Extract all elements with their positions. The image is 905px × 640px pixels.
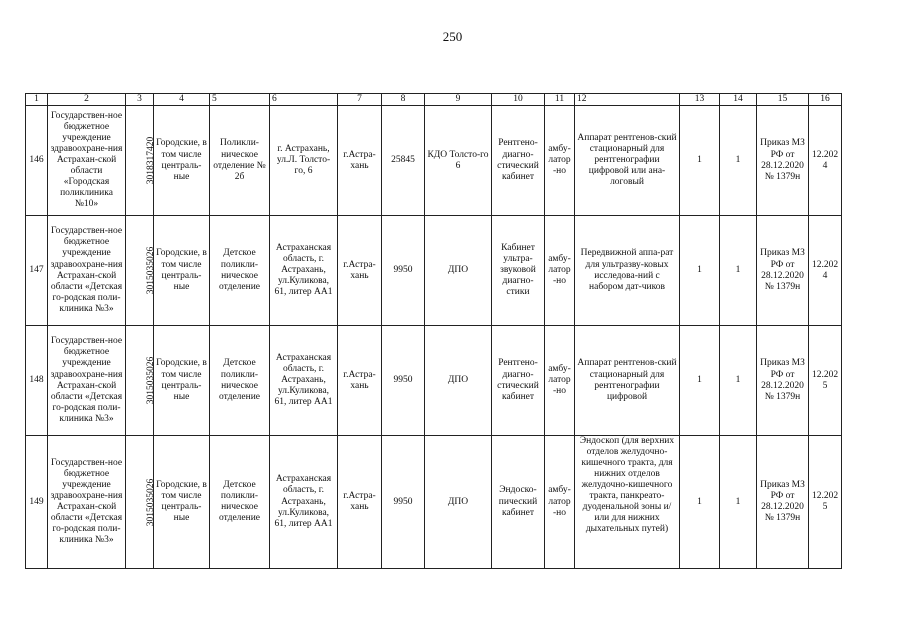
quantity-cell: 1: [720, 326, 757, 436]
care-type-cell: амбу-латор-но: [545, 436, 575, 569]
address-cell: Астраханская область, г. Астрахань, ул.Куликова, 61, литер АА1: [270, 326, 338, 436]
cabinet-cell: Эндоско-пический кабинет: [492, 436, 545, 569]
page-number: 250: [442, 29, 463, 44]
unit-cell: Поликли-ническое отделение № 2б: [210, 106, 270, 216]
code-cell: 25845: [382, 106, 425, 216]
inn-cell: [126, 436, 157, 569]
column-number: 16: [809, 94, 842, 106]
equipment-cell: Передвижной аппа-рат для ультразву-ковых исследова-ний с набором дат-чиков: [575, 216, 680, 326]
area-cell: Городские, в том числе централь-ные: [154, 216, 210, 326]
order-cell: Приказ МЗ РФ от 28.12.2020 № 1379н: [757, 326, 809, 436]
inn-cell: [126, 326, 157, 436]
inn-cell: [126, 106, 157, 216]
organization-cell: Государствен-ное бюджетное учреждение здравоохране-ния Астрахан-ской области «Городская поликлиника №10»: [48, 106, 126, 216]
column-number: 7: [338, 94, 382, 106]
address-cell: г. Астрахань, ул.Л. Толсто-го, 6: [270, 106, 338, 216]
column-number: 8: [382, 94, 425, 106]
inn-cell: [126, 216, 157, 326]
organization-cell: Государствен-ное бюджетное учреждение здравоохране-ния Астрахан-ской области «Детская го-родская поли-клиника №3»: [48, 216, 126, 326]
code-cell: 9950: [382, 216, 425, 326]
column-number: 10: [492, 94, 545, 106]
city-cell: г.Астра-хань: [338, 106, 382, 216]
care-type-cell: амбу-латор-но: [545, 106, 575, 216]
column-number: 11: [545, 94, 575, 106]
column-number: 5: [210, 94, 270, 106]
care-type-cell: амбу-латор-но: [545, 326, 575, 436]
equipment-registry-table: [25, 93, 842, 569]
subdivision-cell: ДПО: [425, 436, 492, 569]
subdivision-cell: ДПО: [425, 216, 492, 326]
address-cell: Астраханская область, г. Астрахань, ул.Куликова, 61, литер АА1: [270, 216, 338, 326]
order-cell: Приказ МЗ РФ от 28.12.2020 № 1379н: [757, 106, 809, 216]
column-number: 12: [575, 94, 680, 106]
date-cell: 12.2025: [809, 436, 842, 569]
quantity-cell: 1: [720, 436, 757, 569]
column-number: 9: [425, 94, 492, 106]
column-number: 3: [126, 94, 154, 106]
quantity-cell: 1: [720, 106, 757, 216]
row-number: 146: [26, 106, 48, 216]
city-cell: г.Астра-хань: [338, 436, 382, 569]
area-cell: Городские, в том числе централь-ные: [154, 326, 210, 436]
cabinet-cell: Рентгено-диагно-стический кабинет: [492, 106, 545, 216]
cabinet-cell: Кабинет ультра-звуковой диагно-стики: [492, 216, 545, 326]
organization-cell: Государствен-ное бюджетное учреждение здравоохране-ния Астрахан-ской области «Детская го-родская поли-клиника №3»: [48, 436, 126, 569]
subdivision-cell: КДО Толсто-го 6: [425, 106, 492, 216]
table-row: [26, 326, 842, 436]
row-number: 148: [26, 326, 48, 436]
city-cell: г.Астра-хань: [338, 216, 382, 326]
equipment-cell: Аппарат рентгенов-ский стационарный для рентгенографии цифровой или ана-логовый: [575, 106, 680, 216]
date-cell: 12.2024: [809, 106, 842, 216]
address-cell: Астраханская область, г. Астрахань, ул.Куликова, 61, литер АА1: [270, 436, 338, 569]
date-cell: 12.2024: [809, 216, 842, 326]
inn-text: 3015035026: [146, 356, 157, 405]
column-number-row: [26, 94, 842, 106]
table-row: [26, 436, 842, 569]
column-number: 2: [48, 94, 126, 106]
column-number: 14: [720, 94, 757, 106]
equipment-cell: Эндоскоп (для верхних отделов желудочно-кишечного тракта, для нижних отделов желудочно-кишечного тракта, панкреато-дуоденальной зоны и/или для нижних дыхательных путей): [575, 436, 680, 569]
quantity-cell: 1: [680, 326, 720, 436]
code-cell: 9950: [382, 436, 425, 569]
equipment-cell: Аппарат рентгенов-ский стационарный для рентгенографии цифровой: [575, 326, 680, 436]
order-cell: Приказ МЗ РФ от 28.12.2020 № 1379н: [757, 436, 809, 569]
care-type-cell: амбу-латор-но: [545, 216, 575, 326]
quantity-cell: 1: [680, 436, 720, 569]
column-number: 4: [154, 94, 210, 106]
inn-text: 3015035026: [146, 478, 157, 526]
table-row: [26, 216, 842, 326]
city-cell: г.Астра-хань: [338, 326, 382, 436]
code-cell: 9950: [382, 326, 425, 436]
unit-cell: Детское поликли-ническое отделение: [210, 216, 270, 326]
column-number: 6: [270, 94, 338, 106]
cabinet-cell: Рентгено-диагно-стический кабинет: [492, 326, 545, 436]
unit-cell: Детское поликли-ническое отделение: [210, 326, 270, 436]
row-number: 149: [26, 436, 48, 569]
order-cell: Приказ МЗ РФ от 28.12.2020 № 1379н: [757, 216, 809, 326]
organization-cell: Государствен-ное бюджетное учреждение здравоохране-ния Астрахан-ской области «Детская го-родская поли-клиника №3»: [48, 326, 126, 436]
column-number: 15: [757, 94, 809, 106]
quantity-cell: 1: [680, 216, 720, 326]
subdivision-cell: ДПО: [425, 326, 492, 436]
column-number: 13: [680, 94, 720, 106]
column-number: 1: [26, 94, 48, 106]
unit-cell: Детское поликли-ническое отделение: [210, 436, 270, 569]
date-cell: 12.2025: [809, 326, 842, 436]
quantity-cell: 1: [720, 216, 757, 326]
table-row: [26, 106, 842, 216]
area-cell: Городские, в том числе централь-ные: [154, 436, 210, 569]
inn-text: 3015035026: [146, 246, 157, 295]
inn-text: 3018317420: [146, 136, 157, 185]
area-cell: Городские, в том числе централь-ные: [154, 106, 210, 216]
row-number: 147: [26, 216, 48, 326]
quantity-cell: 1: [680, 106, 720, 216]
